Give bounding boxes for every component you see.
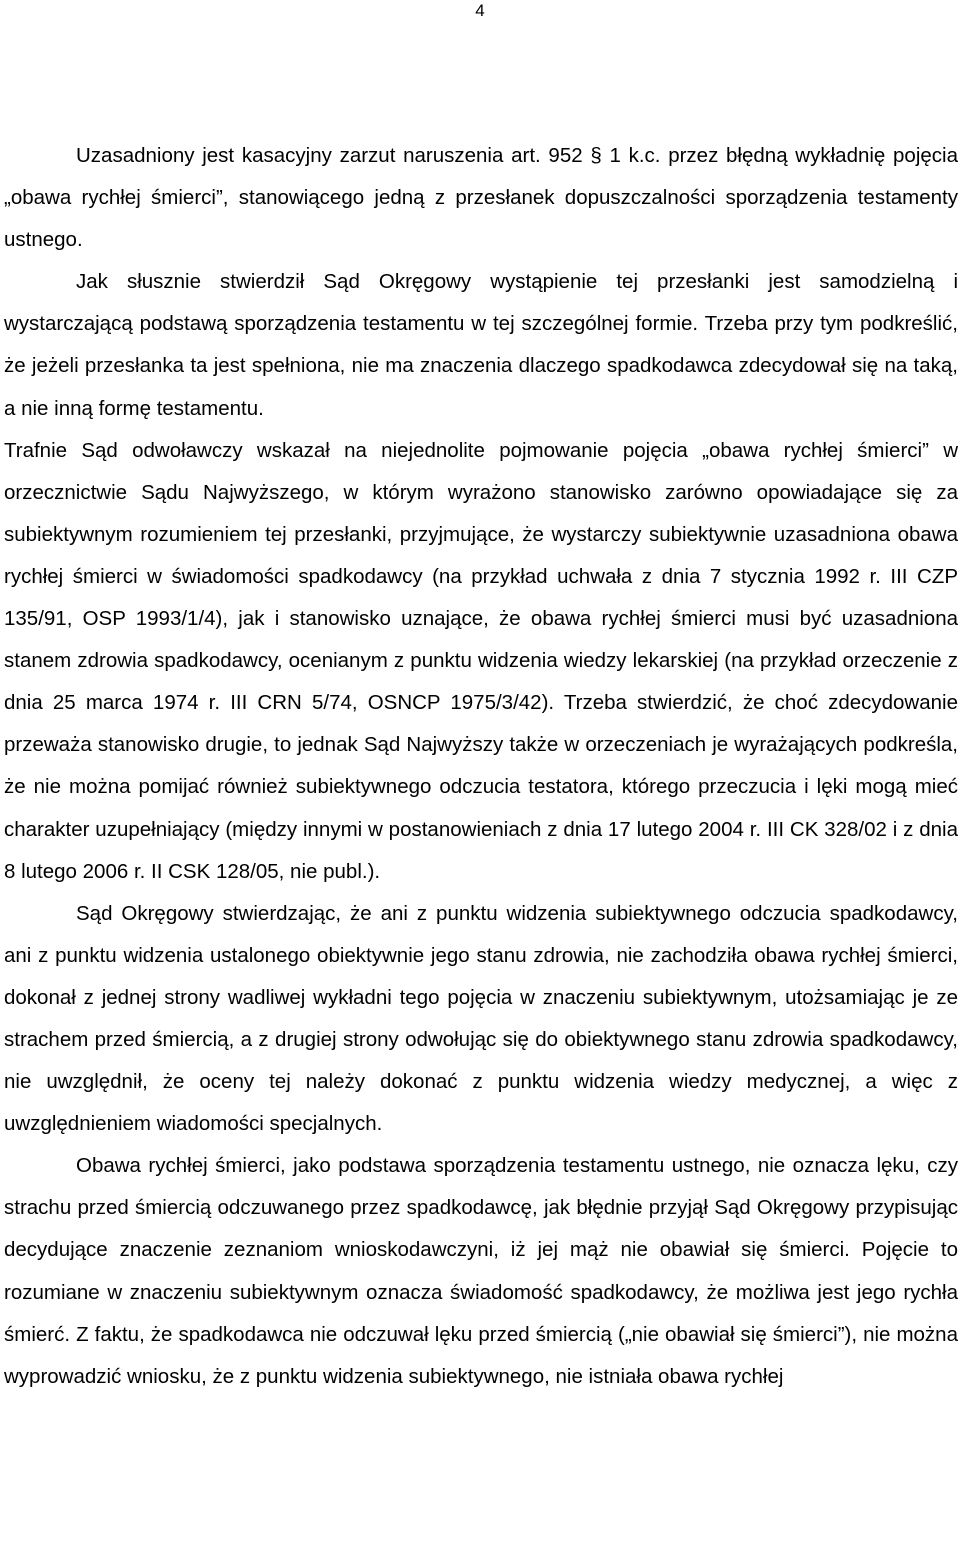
paragraph-4: Sąd Okręgowy stwierdzając, że ani z punktu widzenia subiektywnego odczucia spadkodawcy, ani z punktu widzenia ustalonego obiektywnie jego stanu zdrowia, nie zachodziła obawa rychłej śmierci, dokonał z jednej strony wadliwej wykładni tego pojęcia w znaczeniu subiektywnym, utożsamiając je ze strachem przed śmiercią, a z drugiej strony odwołując się do obiektywnego stanu zdrowia spadkodawcy, nie uwzględnił, że oceny tej należy dokonać z punktu widzenia wiedzy medycznej, a więc z uwzględnieniem wiadomości specjalnych. (4, 901, 958, 1136)
paragraph-3: Trafnie Sąd odwoławczy wskazał na niejednolite pojmowanie pojęcia „obawa rychłej śmierci” w orzecznictwie Sądu Najwyższego, w którym wyrażono stanowisko zarówno opowiadające się za subiektywnym rozumieniem tej przesłanki, przyjmujące, że wystarczy subiektywnie uzasadniona obawa rychłej śmierci w świadomości spadkodawcy (na przykład uchwała z dnia 7 stycznia 1992 r. III CZP 135/91, OSP 1993/1/4), jak i stanowisko uznające, że obawa rychłej śmierci musi być uzasadniona stanem zdrowia spadkodawcy, ocenianym z punktu widzenia wiedzy lekarskiej (na przykład orzeczenie z dnia 25 marca 1974 r. III CRN 5/74, OSNCP 1975/3/42). Trzeba stwierdzić, że choć zdecydowanie przeważa stanowisko drugie, to jednak Sąd Najwyższy także w orzeczeniach je wyrażających podkreśla, że nie można pomijać również subiektywnego odczucia testatora, którego przeczucia i lęki mogą mieć charakter uzupełniający (między innymi w postanowieniach z dnia 17 lutego 2004 r. III CK 328/02 i z dnia 8 lutego 2006 r. II CSK 128/05, nie publ.). (4, 438, 958, 883)
paragraph-5: Obawa rychłej śmierci, jako podstawa sporządzenia testamentu ustnego, nie oznacza lęku, czy strachu przed śmiercią odczuwanego przez spadkodawcę, jak błędnie przyjął Sąd Okręgowy przypisując decydujące znaczenie zeznaniom wnioskodawczyni, iż jej mąż nie obawiał się śmierci. Pojęcie to rozumiane w znaczeniu subiektywnym oznacza świadomość spadkodawcy, że możliwa jest jego rychła śmierć. Z faktu, że spadkodawca nie odczuwał lęku przed śmiercią („nie obawiał się śmierci”), nie można wyprowadzić wniosku, że z punktu widzenia subiektywnego, nie istniała obawa rychłej (4, 1154, 958, 1388)
paragraph-2: Jak słusznie stwierdził Sąd Okręgowy wystąpienie tej przesłanki jest samodzielną i wystarczającą podstawą sporządzenia testamentu w tej szczególnej formie. Trzeba przy tym podkreślić, że jeżeli przesłanka ta jest spełniona, nie ma znaczenia dlaczego spadkodawca zdecydował się na taką, a nie inną formę testamentu. (4, 270, 958, 420)
paragraph-1: Uzasadniony jest kasacyjny zarzut naruszenia art. 952 § 1 k.c. przez błędną wykładnię pojęcia „obawa rychłej śmierci”, stanowiącego jedną z przesłanek dopuszczalności sporządzenia testamenty ustnego. (4, 144, 958, 252)
document-body (4, 135, 958, 1398)
page-number: 4 (475, 1, 485, 20)
